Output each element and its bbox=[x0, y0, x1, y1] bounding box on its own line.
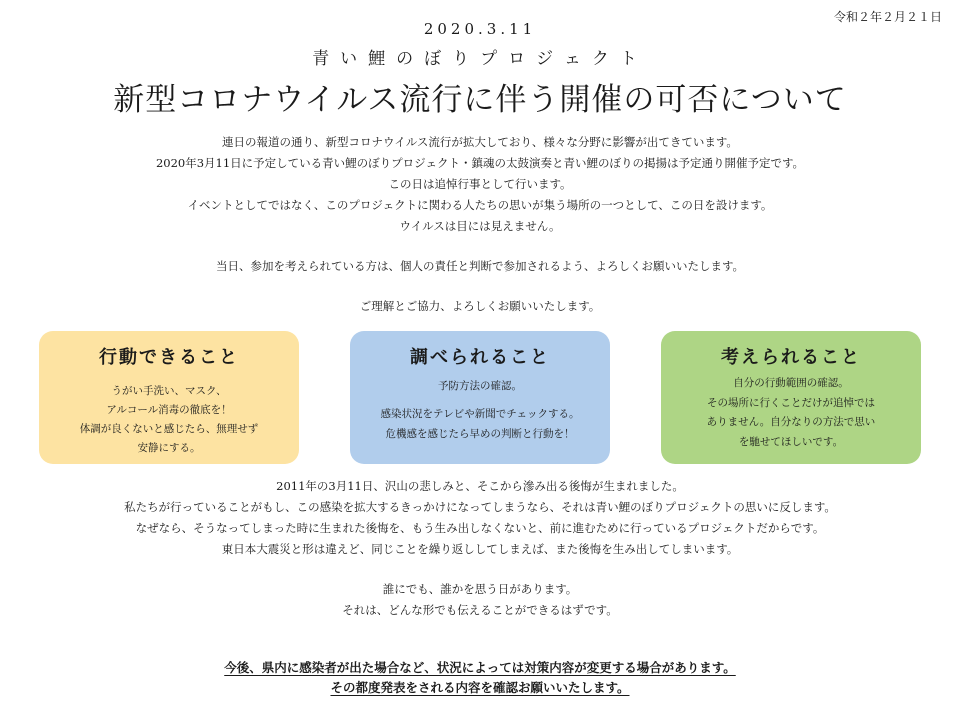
card-line: アルコール消毒の徹底を！ bbox=[106, 404, 232, 416]
card-line: 危機感を感じたら早めの判断と行動を！ bbox=[385, 428, 575, 440]
intro-line: イベントとしてではなく、このプロジェクトに関わる人たちの思いが集う場所の一つとして、この日を設けます。 bbox=[187, 198, 773, 212]
card-line: 予防方法の確認。 bbox=[438, 380, 522, 392]
project-name: 青い鯉のぼりプロジェクト bbox=[312, 49, 648, 69]
card-thinking bbox=[661, 331, 921, 464]
card-line: を馳せてほしいです。 bbox=[738, 435, 844, 448]
card-line: ありません。自分なりの方法で思い bbox=[706, 416, 876, 428]
notice-line: 今後、県内に感染者が出た場合など、状況によっては対策内容が変更する場合があります。 bbox=[224, 660, 736, 675]
participation-request: 当日、参加を考えられている方は、個人の責任と判断で参加されるよう、よろしくお願いいたします。 bbox=[215, 259, 745, 273]
notice-section bbox=[0, 658, 960, 698]
card-title: 考えられること bbox=[721, 347, 861, 368]
card-line: その場所に行くことだけが追悼では bbox=[707, 396, 875, 409]
closing-line: 私たちが行っていることがもし、この感染を拡大するきっかけになってしまうなら、それは青い鯉のぼりプロジェクトの思いに反します。 bbox=[124, 500, 836, 514]
notice-line: その都度発表をされる内容を確認お願いいたします。 bbox=[330, 680, 630, 695]
intro-section bbox=[0, 132, 960, 317]
card-body bbox=[350, 376, 610, 444]
card-line: うがい手洗い、マスク、 bbox=[111, 385, 227, 397]
card-line: 安静にする。 bbox=[137, 442, 201, 454]
intro-line: この日は追悼行事として行います。 bbox=[388, 177, 572, 191]
event-date: 2020.3.11 bbox=[423, 20, 537, 38]
closing-line: 誰にでも、誰かを思う日があります。 bbox=[382, 582, 578, 596]
card-title: 調べられること bbox=[410, 347, 550, 368]
page-title: 新型コロナウイルス流行に伴う開催の可否について bbox=[113, 82, 847, 118]
document-date: 令和２年２月２１日 bbox=[833, 10, 942, 24]
card-line: 自分の行動範囲の確認。 bbox=[733, 377, 849, 389]
closing-line: なぜなら、そうなってしまった時に生まれた後悔を、もう生み出しなくないと、前に進むために行っているプロジェクトだからです。 bbox=[135, 521, 825, 535]
card-title: 行動できること bbox=[99, 347, 239, 368]
intro-line: 連日の報道の通り、新型コロナウイルス流行が拡大しており、様々な分野に影響が出てきています。 bbox=[222, 135, 738, 149]
card-body bbox=[661, 374, 921, 452]
closing-line: 東日本大震災と形は違えど、同じことを繰り返ししてしまえば、また後悔を生み出してしまいます。 bbox=[221, 542, 739, 556]
card-actions bbox=[39, 331, 299, 464]
intro-line: ウイルスは目には見えません。 bbox=[399, 219, 561, 233]
thanks-line: ご理解とご協力、よろしくお願いいたします。 bbox=[359, 299, 601, 313]
intro-line: 2020年3月11日に予定している青い鯉のぼりプロジェクト・鎮魂の太鼓演奏と青い鯉のぼりの掲揚は予定通り開催予定です。 bbox=[155, 156, 805, 170]
card-line: 体調が良くないと感じたら、無理せず bbox=[79, 423, 259, 435]
closing-line: それは、どんな形でも伝えることができるはずです。 bbox=[342, 603, 618, 617]
card-line: 感染状況をテレビや新聞でチェックする。 bbox=[380, 408, 580, 420]
card-research bbox=[350, 331, 610, 464]
closing-line: 2011年の3月11日、沢山の悲しみと、そこから滲み出る後悔が生まれました。 bbox=[276, 479, 684, 493]
card-body bbox=[39, 382, 299, 458]
closing-section bbox=[0, 476, 960, 621]
